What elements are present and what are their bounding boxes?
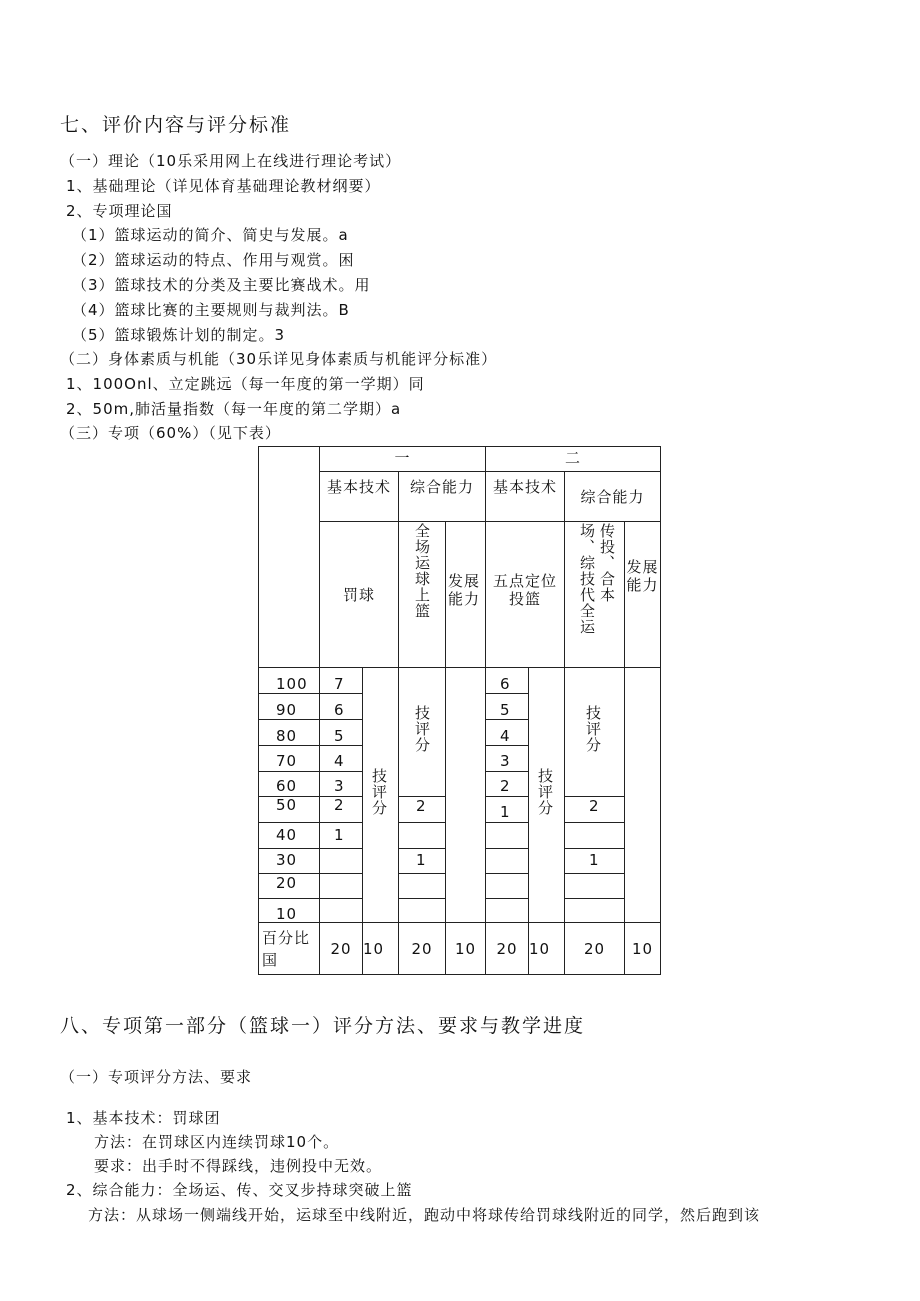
- five-point-cell: 6: [500, 675, 511, 693]
- score-cell: 30: [276, 851, 298, 869]
- scoring-table: [258, 446, 661, 975]
- free-throw-cell: 6: [334, 701, 345, 719]
- item2-method: 方法：从球场一侧端线开始，运球至中线附近，跑动中将球传给罚球线附近的同学，然后跑到该: [88, 1206, 761, 1224]
- five-point-header: 五点定位投篮: [492, 572, 557, 608]
- score-cell: 50: [276, 796, 298, 814]
- five-point-cell: 1: [500, 803, 511, 821]
- full-court-cell: 2: [416, 797, 427, 815]
- percent-cell: 10: [529, 940, 551, 958]
- percent-cell: 20: [496, 940, 518, 958]
- full-court-cell: 1: [416, 851, 427, 869]
- pass-col-1: 传投、合本: [598, 523, 616, 603]
- theory-heading: （一）理论（10乐采用网上在线进行理论考试）: [60, 152, 402, 170]
- score-cell: 90: [276, 701, 298, 719]
- score-cell: 10: [276, 905, 298, 923]
- fitness-heading: （二）身体素质与机能（30乐详见身体素质与机能评分标准）: [60, 350, 498, 368]
- free-throw-header: 罚球: [342, 586, 375, 604]
- free-throw-cell: 3: [334, 777, 345, 795]
- basic-skill-header: 基本技术: [326, 478, 391, 496]
- combined-header: 综合能力: [409, 478, 474, 496]
- score-cell: 60: [276, 777, 298, 795]
- percent-cell: 10: [631, 940, 654, 958]
- dev-header-2: 发展能力: [626, 558, 659, 594]
- tech-score-d: 技评分: [413, 705, 431, 753]
- dev-header: 发展能力: [447, 572, 480, 608]
- free-throw-cell: 7: [334, 675, 345, 693]
- five-point-cell: 4: [500, 727, 511, 745]
- five-point-cell: 2: [500, 777, 511, 795]
- full-court-header: 全场运球上篮: [413, 523, 431, 619]
- item2: 2、综合能力：全场运、传、交叉步持球突破上篮: [66, 1181, 413, 1199]
- five-point-cell: 3: [500, 752, 511, 770]
- percent-cell: 10: [363, 940, 385, 958]
- special-theory: 2、专项理论国: [66, 202, 173, 220]
- free-throw-cell: 5: [334, 727, 345, 745]
- group-1-header: 一: [394, 449, 411, 467]
- percent-cell: 20: [330, 940, 352, 958]
- section-8-sub1: （一）专项评分方法、要求: [60, 1068, 253, 1086]
- percent-label: 百分比国: [262, 929, 311, 969]
- basic-theory: 1、基础理论（详见体育基础理论教材纲要）: [66, 177, 381, 195]
- fitness-item-2: 2、50m,肺活量指数（每一年度的第二学期）a: [66, 400, 402, 418]
- pass-col-2: 场、综技代全运: [578, 523, 596, 635]
- free-throw-cell: 4: [334, 752, 345, 770]
- theory-item: （2）篮球运动的特点、作用与观赏。困: [72, 251, 355, 269]
- five-point-cell: 5: [500, 701, 511, 719]
- tech-score-c: 技评分: [370, 768, 388, 816]
- free-throw-cell: 1: [334, 826, 345, 844]
- section-8-title: 八、专项第一部分（篮球一）评分方法、要求与教学进度: [60, 1015, 586, 1037]
- theory-item: （3）篮球技术的分类及主要比赛战术。用: [72, 276, 371, 294]
- theory-item: （1）篮球运动的简介、简史与发展。a: [72, 226, 349, 244]
- theory-item: （4）篮球比赛的主要规则与裁判法。B: [72, 301, 350, 319]
- item1: 1、基本技术：罚球团: [66, 1109, 221, 1127]
- pass-cell: 1: [589, 851, 600, 869]
- score-cell: 20: [276, 874, 298, 892]
- score-cell: 80: [276, 727, 298, 745]
- item1-req: 要求：出手时不得踩线，违例投中无效。: [94, 1157, 383, 1175]
- percent-cell: 10: [454, 940, 477, 958]
- score-cell: 40: [276, 826, 298, 844]
- theory-item: （5）篮球锻炼计划的制定。3: [72, 326, 286, 344]
- section-7-title: 七、评价内容与评分标准: [60, 114, 292, 136]
- percent-cell: 20: [583, 940, 606, 958]
- basic-skill-header-2: 基本技术: [492, 478, 557, 496]
- tech-score-g: 技评分: [536, 768, 554, 816]
- fitness-item-1: 1、100Onl、立定跳远（每一年度的第一学期）同: [66, 375, 425, 393]
- tech-score-h: 技评分: [584, 705, 602, 753]
- group-2-header: 二: [564, 449, 581, 467]
- free-throw-cell: 2: [334, 796, 345, 814]
- item1-method: 方法：在罚球区内连续罚球10个。: [94, 1133, 340, 1151]
- score-cell: 100: [276, 675, 308, 693]
- percent-cell: 20: [411, 940, 433, 958]
- special-heading: （三）专项（60%）（见下表）: [60, 424, 281, 442]
- combined-header-2: 综合能力: [580, 488, 645, 506]
- pass-cell: 2: [589, 797, 600, 815]
- score-cell: 70: [276, 752, 298, 770]
